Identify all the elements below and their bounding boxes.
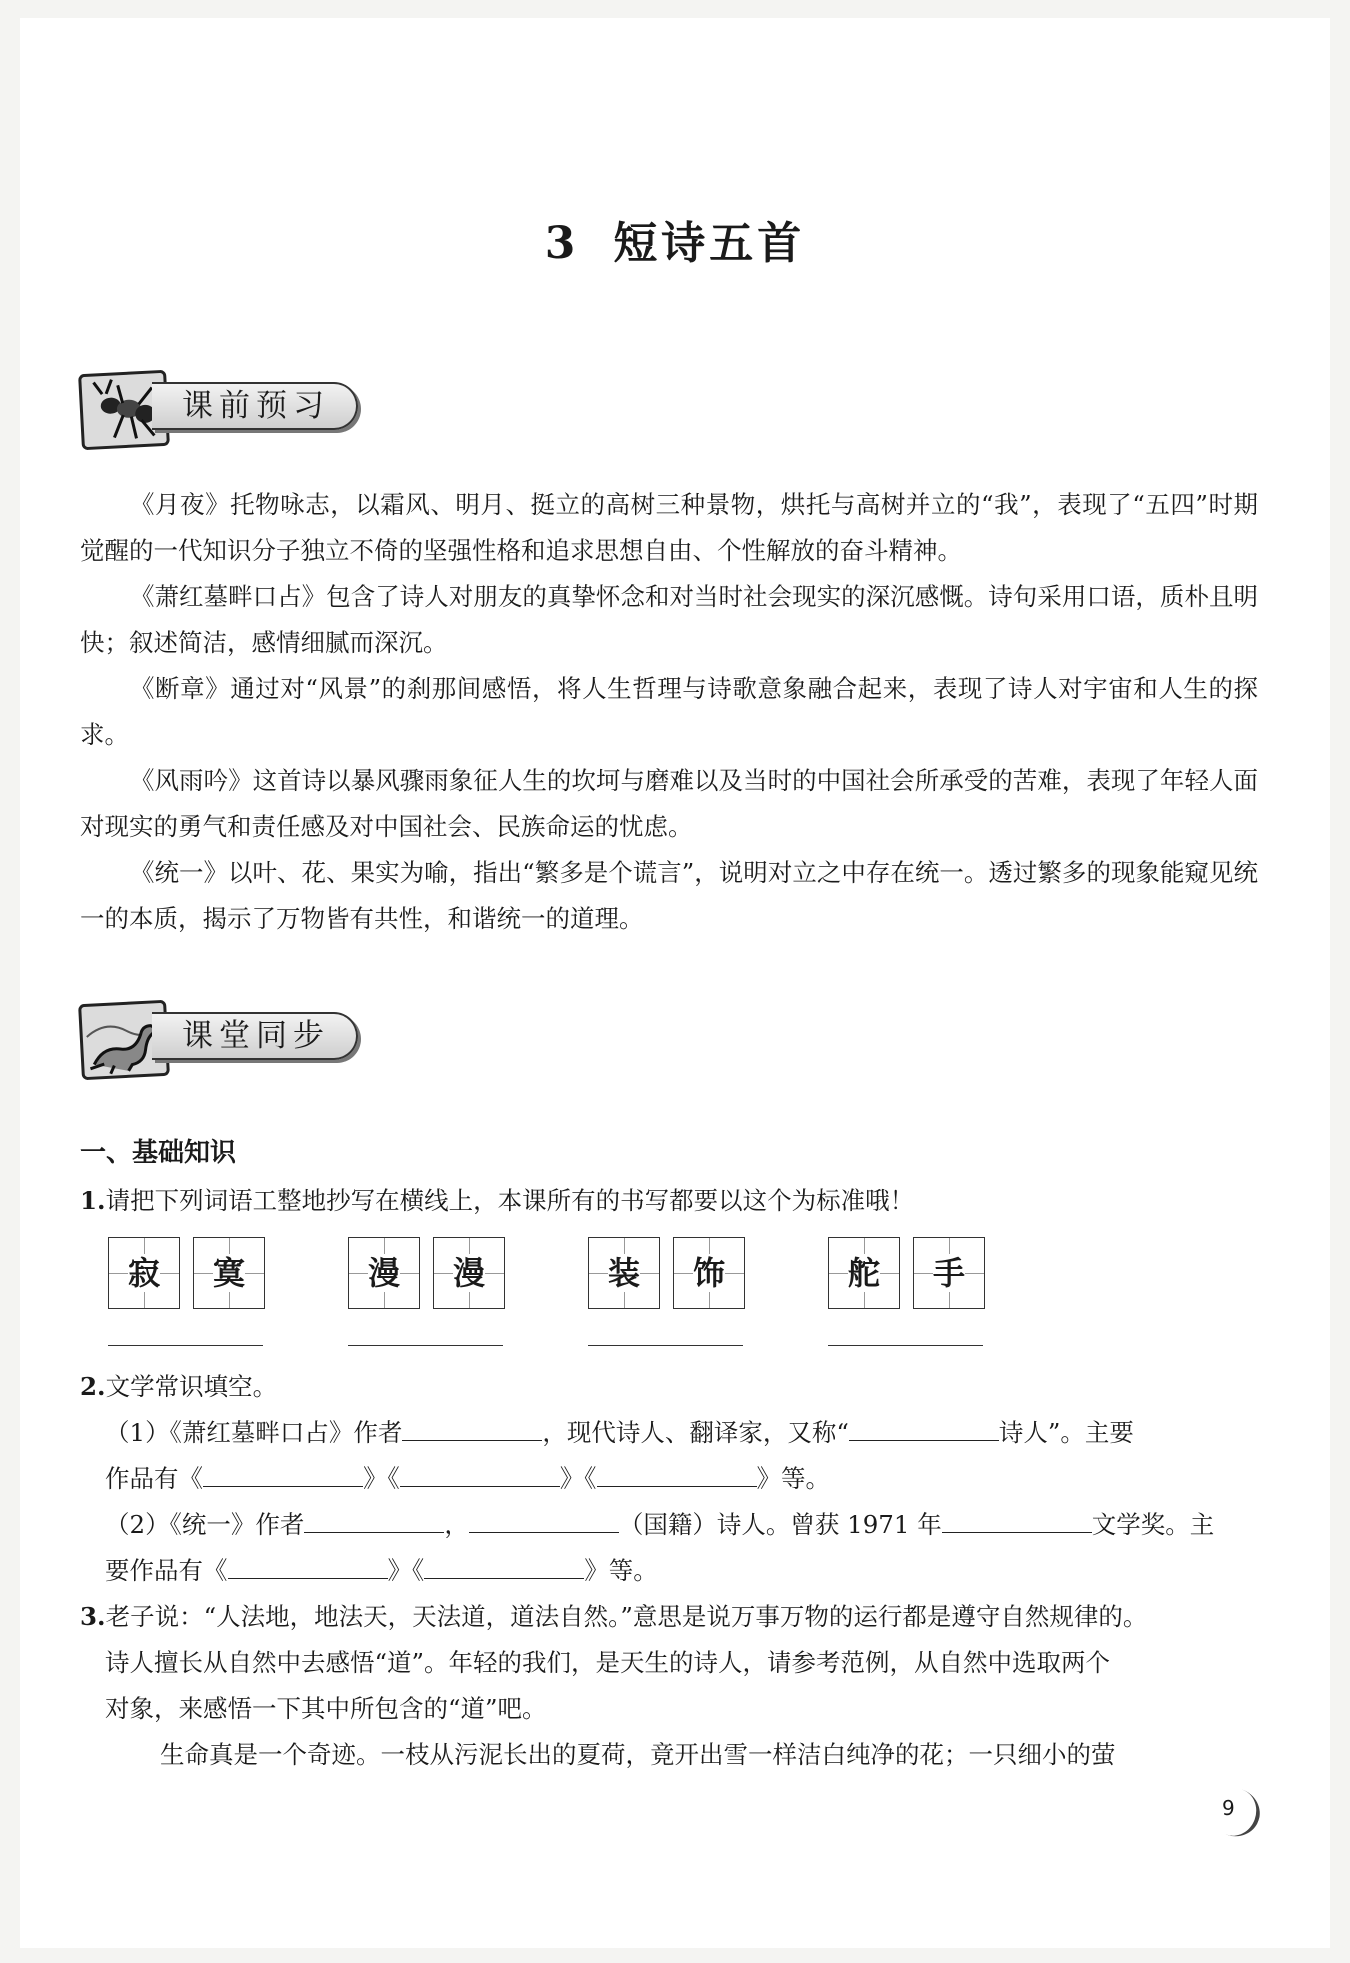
word-group-1	[108, 1237, 263, 1357]
answer-blank[interactable]	[424, 1550, 584, 1579]
word-group-4	[828, 1237, 983, 1357]
lesson-number: 3	[544, 218, 580, 269]
sync-banner-label: 课堂同步	[152, 1012, 358, 1060]
word-cell: 装	[588, 1237, 660, 1309]
preview-banner	[80, 372, 380, 430]
word-cell: 手	[913, 1237, 985, 1309]
answer-blank[interactable]	[469, 1504, 619, 1533]
question-3-example: 生命真是一个奇迹。一枝从污泥长出的夏荷，竟开出雪一样洁白纯净的花；一只细小的萤	[160, 1740, 1116, 1769]
question-2-sub-2-cont: 要作品有《 》《 》等。	[105, 1548, 1260, 1594]
question-3-number: 3.	[80, 1602, 106, 1631]
question-3-line-1: 老子说：“人法地，地法天，天法道，道法自然。”意思是说万事万物的运行都是遵守自然规律的。	[105, 1602, 1148, 1631]
answer-blank[interactable]	[203, 1458, 363, 1487]
preview-banner-label: 课前预习	[152, 382, 358, 430]
answer-blank[interactable]	[228, 1550, 388, 1579]
preview-paragraph-2: 《萧红墓畔口占》包含了诗人对朋友的真挚怀念和对当时社会现实的深沉感慨。诗句采用口语，质朴且明快；叙述简洁，感情细腻而深沉。	[80, 582, 1258, 657]
page-number: 9	[1222, 1796, 1235, 1820]
answer-blank[interactable]	[304, 1504, 444, 1533]
word-cell: 漫	[348, 1237, 420, 1309]
preview-paragraph-1: 《月夜》托物咏志，以霜风、明月、挺立的高树三种景物，烘托与高树并立的“我”，表现了“五四”时期觉醒的一代知识分子独立不倚的坚强性格和追求思想自由、个性解放的奋斗精神。	[80, 490, 1258, 565]
preview-paragraph-4: 《风雨吟》这首诗以暴风骤雨象征人生的坎坷与磨难以及当时的中国社会所承受的苦难，表现了年轻人面对现实的勇气和责任感及对中国社会、民族命运的忧虑。	[80, 766, 1258, 841]
preview-paragraph-5: 《统一》以叶、花、果实为喻，指出“繁多是个谎言”，说明对立之中存在统一。透过繁多的现象能窥见统一的本质，揭示了万物皆有共性，和谐统一的道理。	[80, 858, 1258, 933]
question-2	[80, 1364, 1260, 1410]
question-1-number: 1.	[80, 1186, 106, 1215]
word-cell: 漫	[433, 1237, 505, 1309]
word-cell: 寂	[108, 1237, 180, 1309]
preview-paragraph-3: 《断章》通过对“风景”的刹那间感悟，将人生哲理与诗歌意象融合起来，表现了诗人对宇宙和人生的探求。	[80, 674, 1258, 749]
question-2-text: 文学常识填空。	[105, 1372, 278, 1401]
copy-line[interactable]	[348, 1345, 503, 1346]
word-group-3	[588, 1237, 743, 1357]
question-1	[80, 1178, 1260, 1224]
lesson-title	[0, 207, 1350, 271]
question-2-sub-1: （1）《萧红墓畔口占》作者 ，现代诗人、翻译家，又称“ 诗人”。主要	[105, 1410, 1260, 1456]
question-3-line-3: 对象，来感悟一下其中所包含的“道”吧。	[105, 1694, 547, 1723]
answer-blank[interactable]	[400, 1458, 560, 1487]
word-cell: 饰	[673, 1237, 745, 1309]
word-cell: 舵	[828, 1237, 900, 1309]
copy-line[interactable]	[108, 1345, 263, 1346]
question-2-number: 2.	[80, 1372, 106, 1401]
section-heading: 一、基础知识	[80, 1138, 237, 1168]
question-3-line-2: 诗人擅长从自然中去感悟“道”。年轻的我们，是天生的诗人，请参考范例，从自然中选取两个	[105, 1648, 1111, 1677]
answer-blank[interactable]	[849, 1412, 999, 1441]
lesson-title-text: 短诗五首	[613, 218, 806, 269]
word-group-2	[348, 1237, 503, 1357]
word-cell: 寞	[193, 1237, 265, 1309]
answer-blank[interactable]	[597, 1458, 757, 1487]
copy-line[interactable]	[828, 1345, 983, 1346]
sync-banner	[80, 1002, 380, 1060]
question-1-text: 请把下列词语工整地抄写在横线上，本课所有的书写都要以这个为标准哦！	[105, 1186, 915, 1215]
answer-blank[interactable]	[402, 1412, 542, 1441]
answer-blank[interactable]	[942, 1504, 1092, 1533]
copy-line[interactable]	[588, 1345, 743, 1346]
question-2-sub-2: （2）《统一》作者 ， （国籍）诗人。曾获 1971 年 文学奖。主	[105, 1502, 1260, 1548]
question-2-sub-1-cont: 作品有《 》《 》《 》等。	[105, 1456, 1260, 1502]
question-3	[80, 1594, 1260, 1640]
